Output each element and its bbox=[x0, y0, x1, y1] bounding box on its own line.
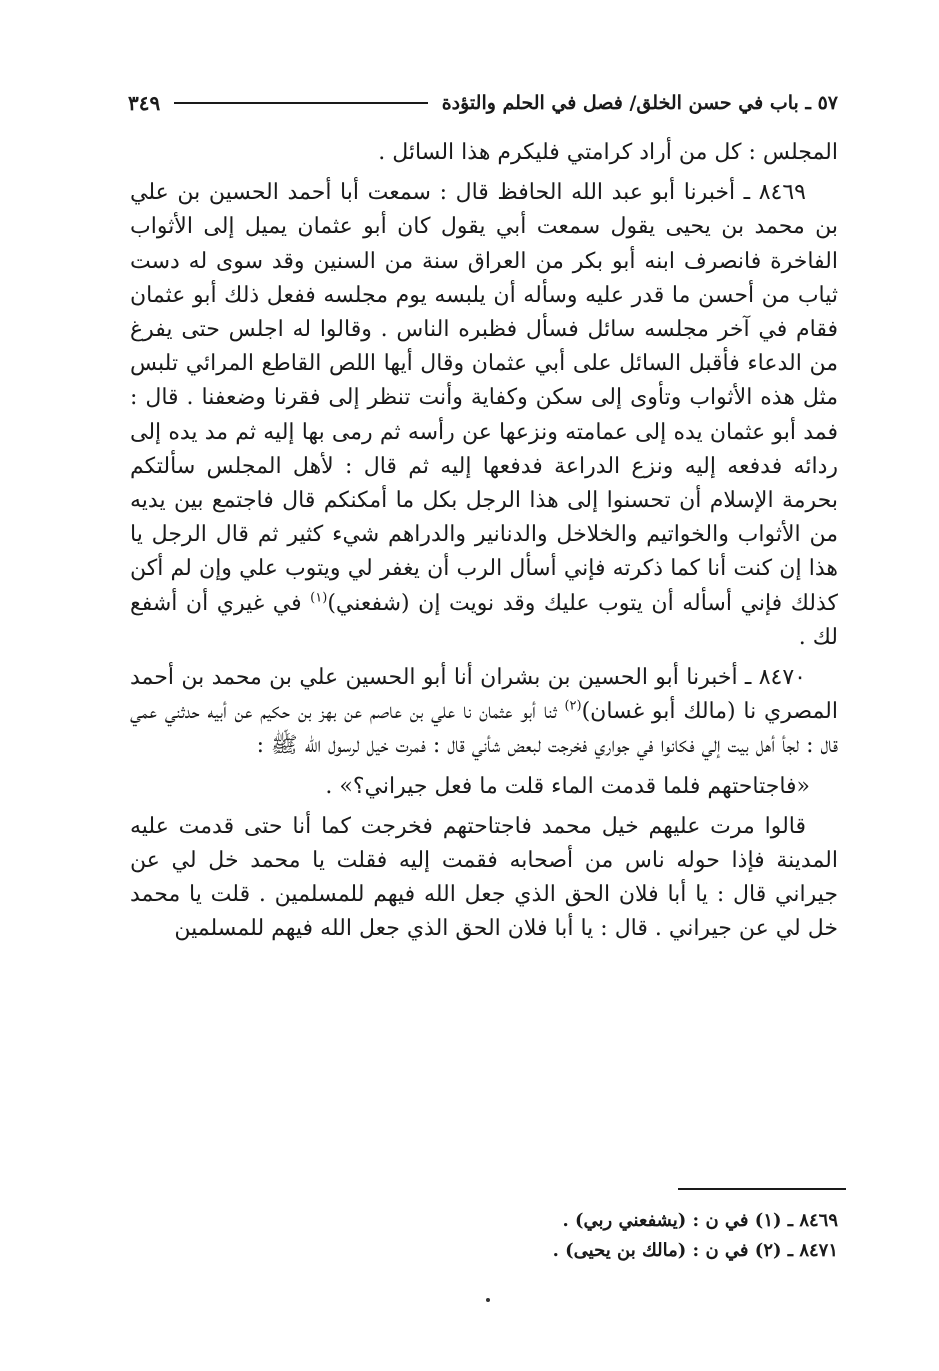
page-number: ٣٤٩ bbox=[128, 91, 161, 115]
footnote-mark-2[interactable]: (٢) bbox=[564, 698, 582, 714]
paragraph-continued: قالوا مرت عليهم خيل محمد فاجتاحتهم فخرجت كما أنا حتى قدمت عليه المدينة فإذا حوله ناس من أصحابه فقمت إليه فقلت يا محمد خل لي عن جيراني قال : يا أبا فلان الحق الذي جعل الله فيهم للمسلمين . قلت يا محمد خل لي عن جيراني . قال : يا أبا فلان الحق الذي جعل الله فيهم للمسلمين bbox=[130, 813, 838, 942]
hadith-8470 bbox=[130, 661, 838, 764]
running-header bbox=[128, 86, 838, 120]
hadith-8470-end: ثنا أبو عثمان نا علي بن عاصم عن بهز بن حكيم عن أبيه حدثني عمي قال : لجأ أهل بيت إلي فكانوا في جواري فخرجت لبعض شأني قال : فمرت خيل لرسول الله ﷺ : bbox=[130, 699, 838, 759]
chapter-title: ٥٧ ـ باب في حسن الخلق/ فصل في الحلم والتؤدة bbox=[441, 92, 838, 114]
hadith-8469 bbox=[130, 176, 838, 655]
page-dot bbox=[486, 1298, 490, 1302]
header-rule bbox=[174, 102, 427, 104]
main-text bbox=[130, 136, 838, 947]
footnote-mark-1[interactable]: (١) bbox=[310, 590, 328, 606]
footnote-rule bbox=[678, 1188, 846, 1190]
footnote-2: ٨٤٧١ ـ (٢) في ن : (مالك بن يحيى) . bbox=[552, 1240, 838, 1261]
quoted-text: «فاجتاحتهم فلما قدمت الماء قلت ما فعل جيراني؟» . bbox=[325, 773, 810, 799]
hadith-8469-end: في غيري أن أشفع لك . bbox=[130, 590, 838, 650]
hadith-8469-text: ٨٤٦٩ ـ أخبرنا أبو عبد الله الحافظ قال : سمعت أبا أحمد الحسين بن علي بن محمد بن يحيى يقول سمعت أبي يقول كان أبو عثمان يميل إلى الأثواب الفاخرة فانصرف ابنه أبو بكر من العراق سنة من السنين وقد سوى له دست ثياب من أحسن ما قدر عليه وسأله أن يلبسه يوم مجلسه ففعل ذلك أبو عثمان فقام في آخر مجلسه سائل فسأل فظبره الناس . وقالوا له اجلس حتى يفرغ من الدعاء فأقبل السائل على أبي عثمان وقال أيها اللص القاطع المرائي تلبس مثل هذه الأثواب وتأوى إلى سكن وكفاية وأنت تنظر إلى فقرنا وضعفنا . قال : فمد أبو عثمان يده إلى عمامته ونزعها عن رأسه ثم رمى بها إليه ثم مد يده إلى ردائه فدفعه إليه ونزع الدراعة فدفعها إليه ثم قال : لأهل المجلس سألتكم بحرمة الإسلام أن تحسنوا إلى هذا الرجل بكل ما أمكنكم قال فاجتمع بين يديه من الأثواب والخواتيم والخلاخل والدنانير والدراهم شيء كثير ثم قال الرجل يا هذا إن كنت أنا كما ذكرته فإني أسأل الرب أن يغفر لي ويتوب علي وإن لم أكن كذلك فإني أسأله أن يتوب عليك وقد نويت إن (شفعني) bbox=[130, 180, 838, 616]
footnote-1: ٨٤٦٩ ـ (١) في ن : (يشفعني ربي) . bbox=[562, 1210, 838, 1231]
hadith-8470-text: ٨٤٧٠ ـ أخبرنا أبو الحسين بن بشران أنا أبو الحسين علي بن محمد بن أحمد المصري نا (مالك أبو غسان) bbox=[130, 665, 838, 725]
footnotes bbox=[400, 1206, 838, 1266]
paragraph-continuation: المجلس : كل من أراد كرامتي فليكرم هذا السائل . bbox=[378, 140, 838, 165]
